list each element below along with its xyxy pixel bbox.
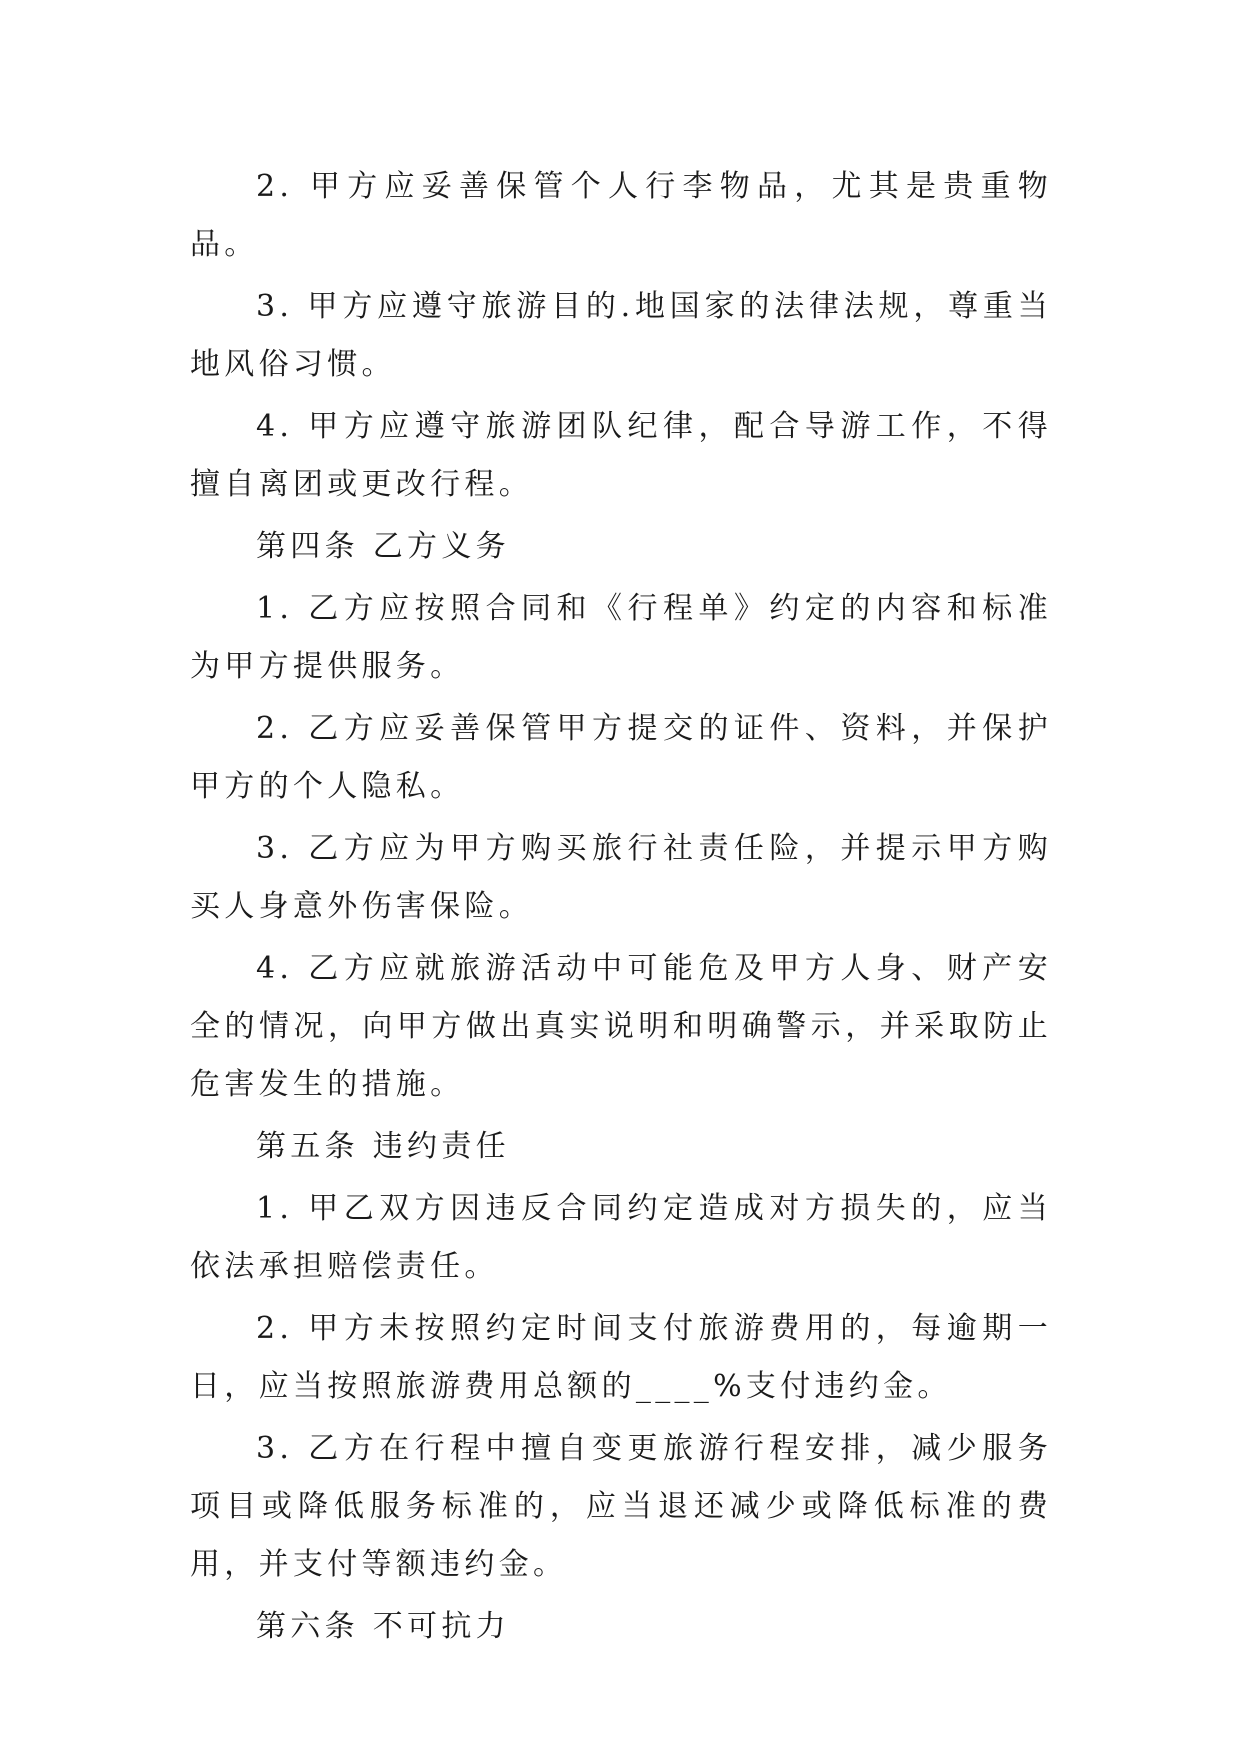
paragraph-item: 2. 乙方应妥善保管甲方提交的证件、资料，并保护甲方的个人隐私。 bbox=[190, 711, 1052, 804]
section-heading: 第六条 不可抗力 bbox=[256, 1609, 510, 1644]
paragraph-item: 1. 甲乙双方因违反合同约定造成对方损失的，应当依法承担赔偿责任。 bbox=[190, 1191, 1052, 1284]
paragraph-item: 2. 甲方未按照约定时间支付旅游费用的，每逾期一日，应当按照旅游费用总额的____%支付违约金。 bbox=[190, 1311, 1052, 1404]
paragraph-item: 3. 乙方应为甲方购买旅行社责任险，并提示甲方购买人身意外伤害保险。 bbox=[190, 831, 1052, 924]
paragraph-item: 3. 甲方应遵守旅游目的.地国家的法律法规，尊重当地风俗习惯。 bbox=[190, 289, 1052, 382]
section-heading: 第四条 乙方义务 bbox=[256, 529, 510, 564]
paragraph-item: 3. 乙方在行程中擅自变更旅游行程安排，减少服务项目或降低服务标准的，应当退还减少或降低标准的费用，并支付等额违约金。 bbox=[190, 1431, 1052, 1582]
paragraph-item: 1. 乙方应按照合同和《行程单》约定的内容和标准为甲方提供服务。 bbox=[190, 591, 1052, 684]
document-page bbox=[190, 158, 1052, 1660]
section-heading: 第五条 违约责任 bbox=[256, 1129, 510, 1164]
paragraph-item: 4. 甲方应遵守旅游团队纪律，配合导游工作，不得擅自离团或更改行程。 bbox=[190, 409, 1052, 502]
paragraph-item: 4. 乙方应就旅游活动中可能危及甲方人身、财产安全的情况，向甲方做出真实说明和明确警示，并采取防止危害发生的措施。 bbox=[190, 951, 1052, 1102]
paragraph-item: 2. 甲方应妥善保管个人行李物品，尤其是贵重物品。 bbox=[190, 169, 1052, 262]
